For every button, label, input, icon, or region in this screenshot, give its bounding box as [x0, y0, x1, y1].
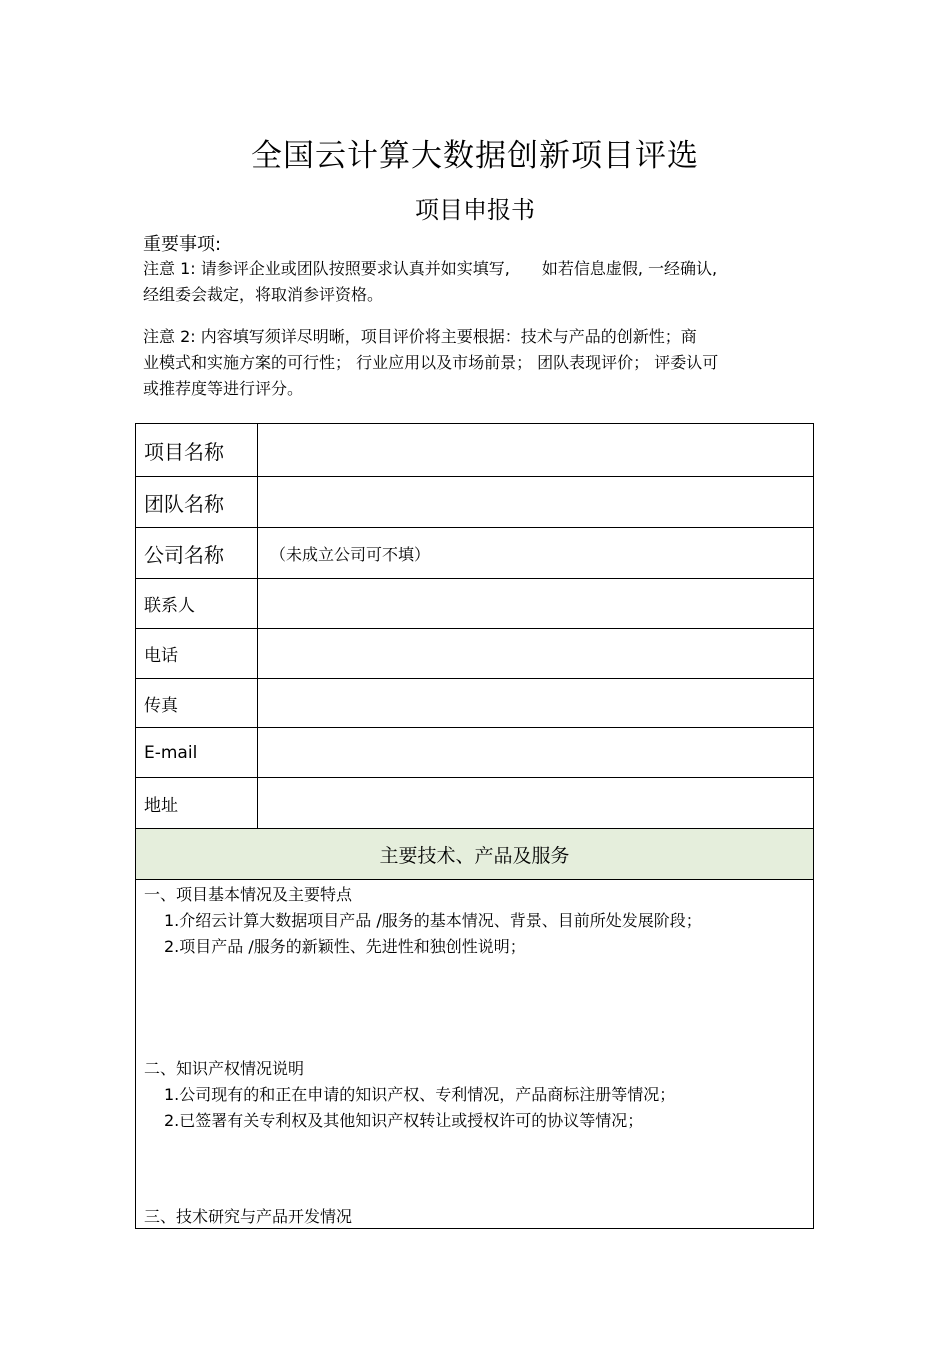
notice-2 [143, 324, 813, 402]
form-label: 公司名称 [136, 528, 258, 578]
section-3 [144, 1204, 352, 1230]
form-row-company-name [136, 528, 813, 579]
section-heading: 一、项目基本情况及主要特点 [144, 885, 353, 904]
document-title: 全国云计算大数据创新项目评选 [251, 138, 699, 174]
form-label: 电话 [136, 629, 258, 678]
form-row-team-name [136, 477, 813, 528]
notice-2-line-2: 业模式和实施方案的可行性； 行业应用以及市场前景； 团队表现评价； 评委认可 [143, 353, 719, 372]
section-heading: 二、知识产权情况说明 [144, 1059, 305, 1078]
form-label: 项目名称 [136, 424, 258, 476]
form-label: 团队名称 [136, 477, 258, 527]
address-field[interactable] [258, 778, 813, 828]
team-name-field[interactable] [258, 477, 813, 527]
project-name-field[interactable] [258, 424, 813, 476]
form-label: 地址 [136, 778, 258, 828]
document-subtitle: 项目申报书 [415, 196, 535, 224]
section-2 [144, 1056, 675, 1134]
section-item: 2.已签署有关专利权及其他知识产权转让或授权许可的协议等情况； [164, 1111, 644, 1130]
notice-1 [143, 256, 813, 308]
company-name-field[interactable]: （未成立公司可不填） [270, 544, 431, 564]
notice-1-part-b: 如若信息虚假, 一经确认, [541, 259, 718, 278]
form-label: 联系人 [136, 579, 258, 628]
application-form [135, 423, 814, 1229]
form-label: 传真 [136, 679, 258, 727]
section-title: 主要技术、产品及服务 [136, 828, 813, 880]
form-row-phone [136, 629, 813, 679]
form-row-address [136, 778, 813, 828]
section-item: 2.项目产品 /服务的新颖性、先进性和独创性说明； [164, 937, 526, 956]
notice-2-line-1: 注意 2: 内容填写须详尽明晰，项目评价将主要根据：技术与产品的创新性；商 [143, 327, 697, 346]
form-row-contact [136, 579, 813, 629]
form-row-project-name [136, 424, 813, 477]
form-label: E-mail [136, 728, 258, 777]
section-heading: 三、技术研究与产品开发情况 [144, 1207, 353, 1226]
notice-1-part-a: 注意 1: 请参评企业或团队按照要求认真并如实填写, [143, 259, 510, 278]
section-item: 1.介绍云计算大数据项目产品 /服务的基本情况、背景、目前所处发展阶段； [164, 911, 702, 930]
form-row-fax [136, 679, 813, 728]
notice-heading: 重要事项: [143, 234, 222, 255]
notice-1-line-1 [143, 256, 813, 282]
email-field[interactable] [258, 728, 813, 777]
form-row-email [136, 728, 813, 778]
contact-field[interactable] [258, 579, 813, 628]
notice-1-line-2: 经组委会裁定，将取消参评资格。 [143, 285, 384, 304]
section-item: 1.公司现有的和正在申请的知识产权、专利情况，产品商标注册等情况； [164, 1085, 676, 1104]
phone-field[interactable] [258, 629, 813, 678]
fax-field[interactable] [258, 679, 813, 727]
section-1 [144, 882, 702, 960]
notice-2-line-3: 或推荐度等进行评分。 [143, 379, 304, 398]
